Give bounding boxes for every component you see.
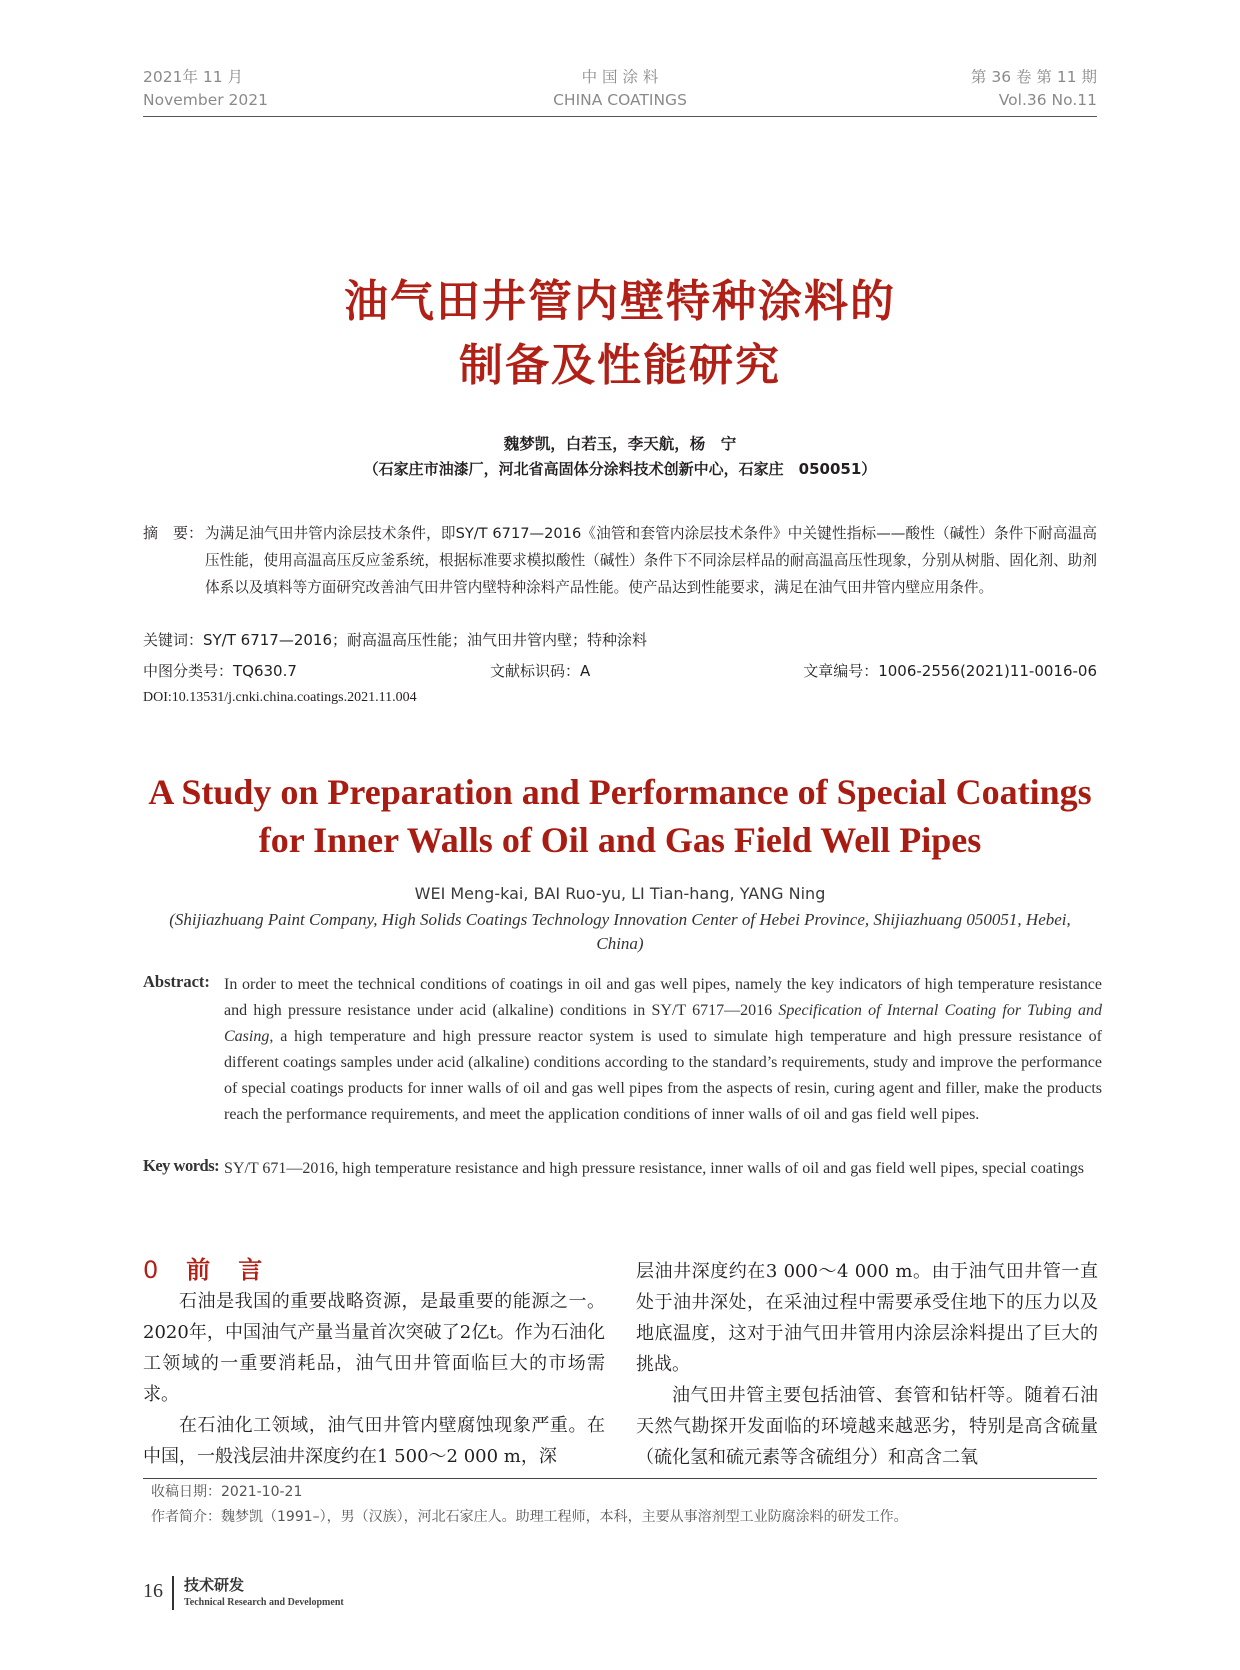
footer-bar [172, 1576, 174, 1610]
doi[interactable]: DOI:10.13531/j.cnki.china.coatings.2021.11.004 [143, 690, 417, 705]
header-divider [143, 116, 1097, 117]
abstract-en-text-part-1: In order to meet the technical conditions of coatings in oil and gas well pipes, namely the key indicators of high temperature resistance and high pressure resistance under acid (alkaline) conditions in SY/T 6717—2016 [224, 976, 1102, 1019]
title-en [0, 768, 1240, 864]
title-en-line-1: A Study on Preparation and Performance of Special Coatings [148, 772, 1092, 812]
body-column-left [143, 1286, 605, 1472]
title-cn-line-2: 制备及性能研究 [459, 340, 781, 391]
header-issue [971, 66, 1097, 112]
title-cn [0, 270, 1240, 398]
classification-cn: 中图分类号：TQ630.7 [143, 662, 297, 680]
authors-cn: 魏梦凯，白若玉，李天航，杨 宁 [503, 435, 737, 453]
abstract-en-text-part-2: , a high temperature and high pressure reactor system is used to simulate high temperature and high pressure resistance of different coatings samples under acid (alkaline) conditions according to the standard’s requirements, study and improve the performance of special coatings products for inner walls of oil and gas well pipes from the aspects of resin, curing agent and filler, make the products reach the performance requirements, and meet the application conditions of inner walls of oil and gas field well pipes. [224, 1028, 1102, 1123]
authors-en: WEI Meng-kai, BAI Ruo-yu, LI Tian-hang, YANG Ning [414, 884, 826, 903]
footnote-author-bio: 作者简介：魏梦凯（1991–），男（汉族），河北石家庄人。助理工程师，本科，主要从事溶剂型工业防腐涂料的研发工作。 [151, 1509, 908, 1525]
abstract-en-standard-title: Specification of Internal Coating for Tubing and Casing [224, 1002, 1102, 1045]
page-number: 16 [143, 1580, 163, 1602]
keywords-en-label: Key words: [143, 1156, 220, 1175]
section-heading [143, 1250, 264, 1285]
article-number-cn: 文章编号：1006-2556(2021)11-0016-06 [803, 662, 1097, 680]
footnote-divider [143, 1478, 1097, 1479]
header-date-cn: 2021年 11 月 [143, 68, 244, 86]
body-paragraph: 在石油化工领域，油气田井管内壁腐蚀现象严重。在中国，一般浅层油井深度约在1 500～2 000 m，深 [143, 1415, 605, 1467]
title-en-line-2: for Inner Walls of Oil and Gas Field Well Pipes [258, 820, 982, 860]
body-paragraph: 层油井深度约在3 000～4 000 m。由于油气田井管一直处于油井深处，在采油过程中需要承受住地下的压力以及地底温度，这对于油气田井管用内涂层涂料提出了巨大的挑战。 [636, 1261, 1098, 1375]
abstract-cn-text: 为满足油气田井管内涂层技术条件，即SY/T 6717—2016《油管和套管内涂层技术条件》中关键性指标——酸性（碱性）条件下耐高温高压性能，使用高温高压反应釜系统，根据标准要求模拟酸性（碱性）条件下不同涂层样品的耐高温高压性现象，分别从树脂、固化剂、助剂体系以及填料等方面研究改善油气田井管内壁特种涂料产品性能。使产品达到性能要求，满足在油气田井管内壁应用条件。 [205, 525, 1097, 596]
header-issue-en: Vol.36 No.11 [998, 91, 1097, 109]
footnote-received: 收稿日期：2021-10-21 [151, 1484, 303, 1500]
section-title: 前 言 [186, 1256, 265, 1284]
abstract-en-label: Abstract: [143, 972, 210, 991]
affiliation-cn: （石家庄市油漆厂，河北省高固体分涂料技术创新中心，石家庄 050051） [363, 460, 877, 478]
header-journal-cn: 中 国 涂 料 [581, 68, 659, 86]
header-issue-cn: 第 36 卷 第 11 期 [970, 68, 1097, 86]
header-date-en: November 2021 [143, 91, 269, 109]
body-paragraph: 油气田井管主要包括油管、套管和钻杆等。随着石油天然气勘探开发面临的环境越来越恶劣，特别是高含硫量（硫化氢和硫元素等含硫组分）和高含二氧 [636, 1385, 1098, 1468]
keywords-en-text: SY/T 671—2016, high temperature resistance and high pressure resistance, inner walls of oil and gas field well pipes, special coatings [224, 1160, 1084, 1177]
abstract-en-text [224, 972, 1102, 1128]
affiliation-en: (Shijiazhuang Paint Company, High Solids Coatings Technology Innovation Center of Hebei Province, Shijiazhuang 050051, Hebei, China) [169, 910, 1071, 953]
footer-section-cn: 技术研发 [184, 1576, 245, 1594]
body-column-right [636, 1256, 1098, 1473]
keywords-cn: 关键词：SY/T 6717—2016；耐高温高压性能；油气田井管内壁；特种涂料 [143, 631, 648, 649]
section-number: 0 [143, 1256, 161, 1284]
doc-code-cn: 文献标识码：A [490, 662, 591, 680]
header-journal-en: CHINA COATINGS [553, 91, 687, 109]
title-cn-line-1: 油气田井管内壁特种涂料的 [344, 276, 896, 327]
footer-section-en: Technical Research and Development [184, 1597, 344, 1608]
body-paragraph: 石油是我国的重要战略资源，是最重要的能源之一。2020年，中国油气产量当量首次突破了2亿t。作为石油化工领域的一重要消耗品，油气田井管面临巨大的市场需求。 [143, 1291, 605, 1405]
abstract-cn-label: 摘 要： [143, 524, 204, 542]
